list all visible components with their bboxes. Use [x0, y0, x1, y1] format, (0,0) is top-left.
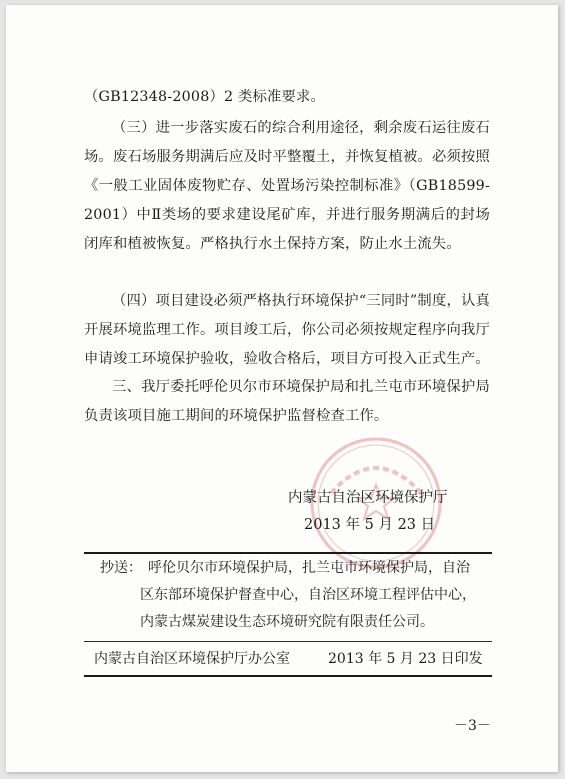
- issuing-office: 内蒙古自治区环境保护厅办公室: [94, 651, 290, 667]
- page-number: －3－: [454, 718, 491, 734]
- divider-middle: [84, 641, 492, 642]
- paragraph-standard-continuation: （GB12348-2008）2 类标准要求。: [84, 89, 326, 105]
- divider-top: [84, 552, 492, 554]
- paragraph-three-simultaneous: （四）项目建设必须严格执行环境保护“三同时”制度，认真开展环境监理工作。项目竣工后，你公司必须按规定程序向我厅申请竣工环境保护验收，验收合格后，项目方可投入正式生产。: [84, 293, 490, 367]
- paragraph-supervision: 三、我厅委托呼伦贝尔市环境保护局和扎兰屯市环境保护局负责该项目施工期间的环境保护监督检查工作。: [84, 379, 490, 424]
- signature-organization: 内蒙古自治区环境保护厅: [288, 490, 448, 506]
- print-date: 2013 年 5 月 23 日印发: [328, 651, 483, 667]
- cc-line-2: 区东部环境保护督查中心，自治区环境工程评估中心，: [140, 587, 476, 603]
- divider-bottom: [84, 675, 492, 677]
- signature-date: 2013 年 5 月 23 日: [304, 517, 436, 533]
- paragraph-waste-rock: （三）进一步落实废石的综合利用途径，剩余废石运往废石场。废石场服务期满后应及时平整覆土，并恢复植被。必须按照《一般工业固体废物贮存、处置场污染控制标准》（GB18599-2001）中Ⅱ类场的要求建设尾矿库，并进行服务期满后的封场闭库和植被恢复。严格执行水土保持方案，防止水土流失。: [84, 120, 490, 252]
- cc-line-3: 内蒙古煤炭建设生态环境研究院有限责任公司。: [140, 614, 434, 630]
- cc-block: [84, 555, 492, 637]
- cc-label: 抄送：: [100, 560, 142, 576]
- document-page: [6, 5, 558, 772]
- cc-line-1: 呼伦贝尔市环境保护局，扎兰屯市环境保护局，自治: [148, 560, 470, 576]
